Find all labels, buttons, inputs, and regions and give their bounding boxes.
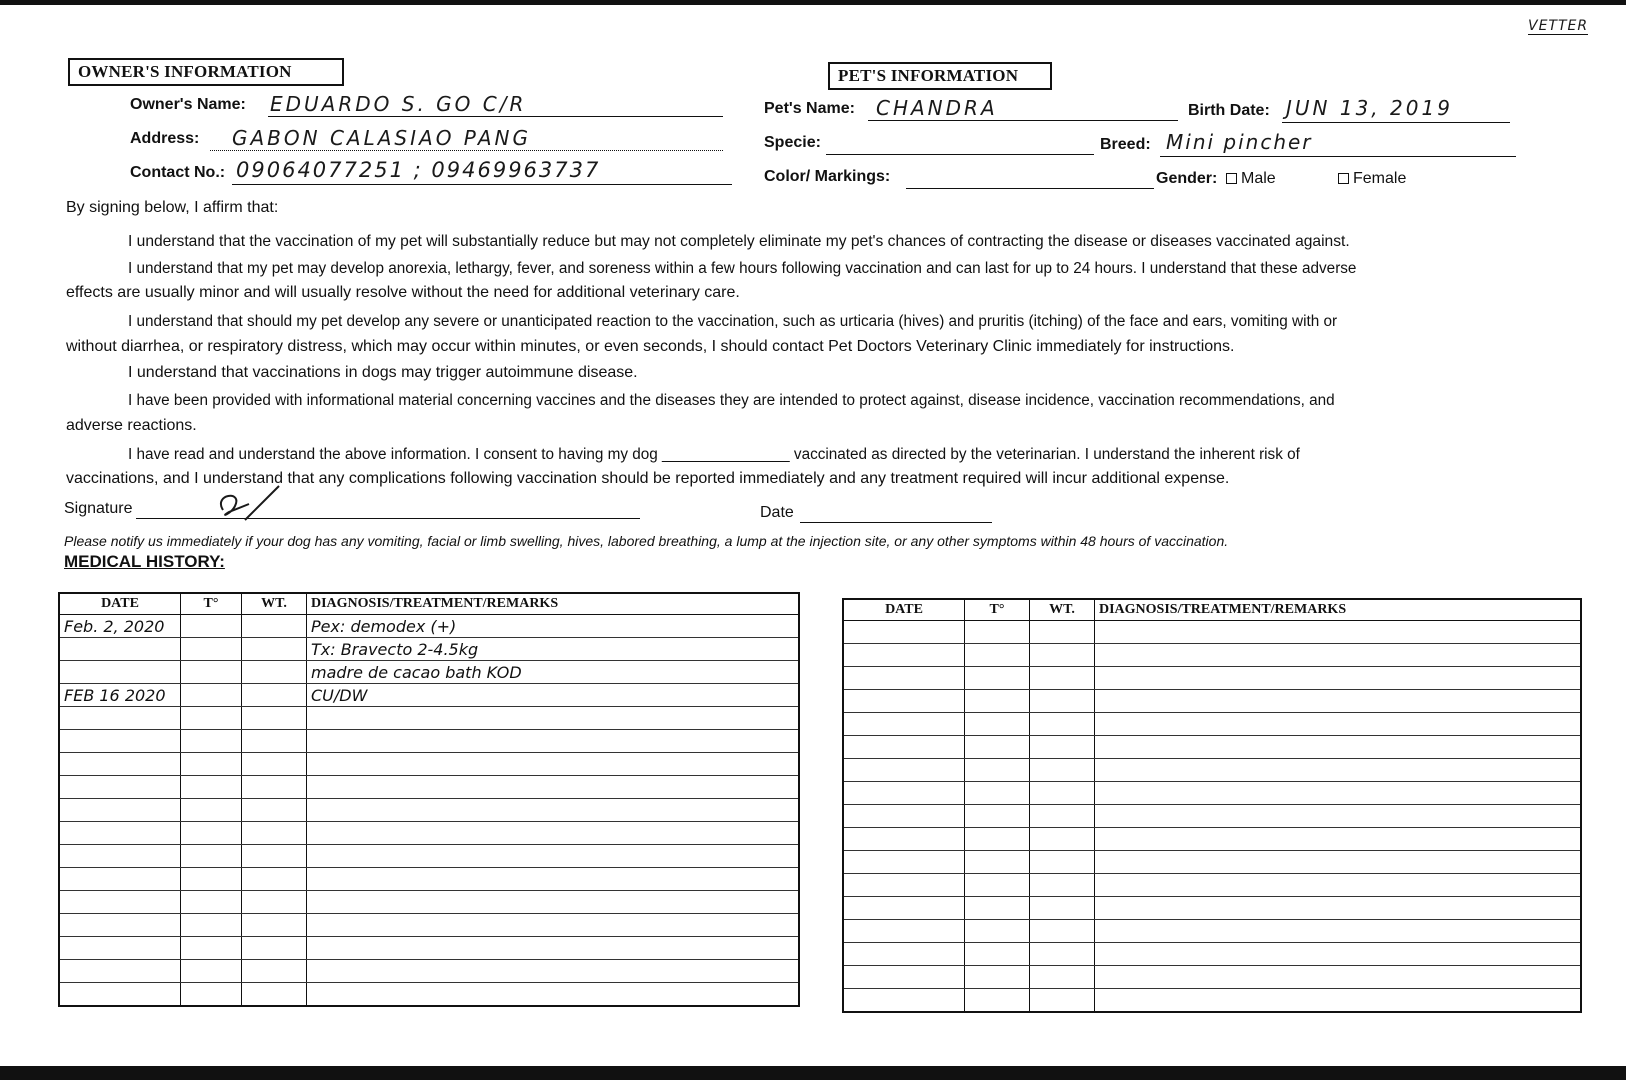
date-cell[interactable] (843, 943, 965, 966)
signature-label: Signature (64, 500, 133, 517)
owner-name-value[interactable]: EDUARDO S. GO C/R (270, 92, 527, 116)
weight-cell[interactable] (242, 730, 307, 753)
date-cell[interactable] (59, 891, 181, 914)
date-cell[interactable]: FEB 16 2020 (59, 684, 181, 707)
remarks-cell[interactable]: madre de cacao bath KOD (307, 661, 800, 684)
temp-cell[interactable] (181, 753, 242, 776)
contact-label: Contact No.: (130, 164, 226, 181)
date-cell[interactable] (843, 966, 965, 989)
weight-cell[interactable] (1030, 736, 1095, 759)
table-row (843, 667, 1581, 690)
date-cell[interactable] (59, 937, 181, 960)
weight-cell[interactable] (242, 914, 307, 937)
temp-cell[interactable] (965, 874, 1030, 897)
weight-cell[interactable] (242, 937, 307, 960)
col-diagnosis: DIAGNOSIS/TREATMENT/REMARKS (1095, 599, 1582, 621)
temp-cell[interactable] (181, 707, 242, 730)
breed-label: Breed: (1100, 136, 1151, 153)
date-cell[interactable] (843, 736, 965, 759)
date-cell[interactable] (843, 667, 965, 690)
consent-p2a: I understand that my pet may develop anorexia, lethargy, fever, and soreness within a few hours following vaccination and can last for up to 24 hours. I understand that these adverse (128, 260, 1357, 277)
table-row (59, 753, 799, 776)
notice-text: Please notify us immediately if your dog has any vomiting, facial or limb swelling, hives, labored breathing, a lump at the injection site, or any other symptoms within 48 hours of vaccination. (64, 533, 1229, 549)
consent-p4: I understand that vaccinations in dogs may trigger autoimmune disease. (128, 364, 638, 381)
medical-history-table-right (842, 598, 1582, 1013)
temp-cell[interactable] (965, 897, 1030, 920)
col-diagnosis: DIAGNOSIS/TREATMENT/REMARKS (307, 593, 800, 615)
dog-name-blank[interactable]: _______________ (662, 446, 790, 463)
date-cell[interactable] (843, 644, 965, 667)
col-weight: WT. (1030, 599, 1095, 621)
temp-cell[interactable] (965, 736, 1030, 759)
temp-cell[interactable] (965, 989, 1030, 1013)
table-row (843, 736, 1581, 759)
weight-cell[interactable] (1030, 644, 1095, 667)
table-row (843, 943, 1581, 966)
remarks-cell[interactable] (307, 891, 800, 914)
birth-date-label: Birth Date: (1188, 102, 1270, 119)
temp-cell[interactable] (965, 782, 1030, 805)
weight-cell[interactable] (242, 684, 307, 707)
address-value[interactable]: GABON CALASIAO PANG (232, 126, 532, 150)
temp-cell[interactable] (181, 960, 242, 983)
remarks-cell[interactable] (307, 753, 800, 776)
weight-cell[interactable] (242, 661, 307, 684)
gender-female-option[interactable] (1338, 170, 1406, 188)
date-cell[interactable] (59, 661, 181, 684)
table-row (843, 644, 1581, 667)
pet-name-label: Pet's Name: (764, 100, 855, 117)
date-cell[interactable] (59, 753, 181, 776)
date-cell[interactable] (59, 845, 181, 868)
remarks-cell[interactable] (307, 960, 800, 983)
table-row (59, 661, 799, 684)
weight-cell[interactable] (1030, 943, 1095, 966)
consent-p6a-part2: vaccinated as directed by the veterinarian. I understand the inherent risk of (793, 446, 1300, 463)
owner-name-line (268, 116, 723, 117)
col-temp: T° (965, 599, 1030, 621)
date-cell[interactable] (843, 713, 965, 736)
male-label: Male (1241, 170, 1276, 187)
weight-cell[interactable] (1030, 874, 1095, 897)
table-row (843, 805, 1581, 828)
date-cell[interactable] (843, 897, 965, 920)
date-cell[interactable] (59, 868, 181, 891)
weight-cell[interactable] (242, 983, 307, 1007)
remarks-cell[interactable] (307, 845, 800, 868)
weight-cell[interactable] (242, 868, 307, 891)
remarks-cell[interactable] (1095, 621, 1582, 644)
consent-p6a-part1: I have read and understand the above information. I consent to having my dog (128, 446, 658, 463)
temp-cell[interactable] (965, 759, 1030, 782)
contact-value[interactable]: 09064077251 ; 09469963737 (236, 158, 601, 182)
temp-cell[interactable] (181, 799, 242, 822)
table-row (843, 690, 1581, 713)
weight-cell[interactable] (242, 845, 307, 868)
temp-cell[interactable] (181, 983, 242, 1007)
temp-cell[interactable] (965, 667, 1030, 690)
remarks-cell[interactable] (1095, 782, 1582, 805)
remarks-cell[interactable] (1095, 713, 1582, 736)
owner-name-label: Owner's Name: (130, 96, 246, 113)
weight-cell[interactable] (1030, 989, 1095, 1013)
remarks-cell[interactable]: Tx: Bravecto 2-4.5kg (307, 638, 800, 661)
temp-cell[interactable] (965, 851, 1030, 874)
table-row (843, 920, 1581, 943)
female-checkbox[interactable] (1338, 173, 1349, 184)
scan-bottom-edge (0, 1066, 1626, 1080)
address-line (210, 150, 723, 151)
table-row (59, 638, 799, 661)
date-cell[interactable] (59, 776, 181, 799)
consent-p3a: I understand that should my pet develop any severe or unanticipated reaction to the vaccination, such as urticaria (hives) and pruritis (itching) of the face and ears, vomiting with or (128, 313, 1338, 330)
weight-cell[interactable] (242, 822, 307, 845)
temp-cell[interactable] (181, 730, 242, 753)
table-row (843, 621, 1581, 644)
temp-cell[interactable] (181, 845, 242, 868)
pet-info-header: PET'S INFORMATION (828, 62, 1052, 90)
male-checkbox[interactable] (1226, 173, 1237, 184)
col-date: DATE (59, 593, 181, 615)
medical-history-table-left (58, 592, 800, 1007)
remarks-cell[interactable] (1095, 966, 1582, 989)
corner-mark: VETTER (1528, 18, 1589, 34)
date-cell[interactable] (59, 638, 181, 661)
breed-value[interactable]: Mini pincher (1166, 130, 1313, 154)
date-cell[interactable] (843, 690, 965, 713)
table-row (843, 782, 1581, 805)
birth-date-value[interactable]: JUN 13, 2019 (1286, 96, 1453, 120)
temp-cell[interactable] (965, 966, 1030, 989)
col-weight: WT. (242, 593, 307, 615)
owner-info-header: OWNER'S INFORMATION (68, 58, 344, 86)
weight-cell[interactable] (1030, 920, 1095, 943)
table-row (59, 799, 799, 822)
weight-cell[interactable] (1030, 966, 1095, 989)
weight-cell[interactable] (242, 753, 307, 776)
date-cell[interactable] (843, 851, 965, 874)
date-cell[interactable]: Feb. 2, 2020 (59, 615, 181, 638)
temp-cell[interactable] (965, 920, 1030, 943)
remarks-cell[interactable] (1095, 851, 1582, 874)
temp-cell[interactable] (181, 868, 242, 891)
weight-cell[interactable] (1030, 621, 1095, 644)
table-row (843, 897, 1581, 920)
signature-scribble (205, 484, 295, 524)
consent-p5b: adverse reactions. (66, 417, 197, 434)
table-header-row (843, 599, 1581, 621)
table-row (59, 914, 799, 937)
table-header-row (59, 593, 799, 615)
consent-p5a: I have been provided with informational material concerning vaccines and the diseases they are intended to protect against, disease incidence, vaccination recommendations, and (128, 392, 1335, 409)
temp-cell[interactable] (965, 713, 1030, 736)
specie-label: Specie: (764, 134, 821, 151)
remarks-cell[interactable] (1095, 828, 1582, 851)
remarks-cell[interactable] (1095, 920, 1582, 943)
consent-intro: By signing below, I affirm that: (66, 199, 279, 216)
table-row (59, 776, 799, 799)
date-line[interactable] (800, 522, 992, 523)
remarks-cell[interactable] (1095, 943, 1582, 966)
weight-cell[interactable] (1030, 782, 1095, 805)
remarks-cell[interactable] (1095, 759, 1582, 782)
date-cell[interactable] (59, 730, 181, 753)
remarks-cell[interactable] (307, 914, 800, 937)
consent-p1: I understand that the vaccination of my pet will substantially reduce but may not completely eliminate my pet's chances of contracting the disease or diseases vaccinated against. (128, 233, 1350, 250)
table-row (843, 966, 1581, 989)
contact-line (232, 184, 732, 185)
birth-date-line (1282, 122, 1510, 123)
table-row (59, 983, 799, 1007)
weight-cell[interactable] (242, 707, 307, 730)
consent-p6a (128, 442, 1300, 467)
temp-cell[interactable] (181, 776, 242, 799)
remarks-cell[interactable]: Pex: demodex (+) (307, 615, 800, 638)
remarks-cell[interactable] (1095, 667, 1582, 690)
weight-cell[interactable] (242, 776, 307, 799)
pet-name-line (868, 120, 1178, 121)
date-label: Date (760, 504, 794, 521)
gender-label: Gender: (1156, 170, 1218, 187)
remarks-cell[interactable] (307, 868, 800, 891)
color-markings-label: Color/ Markings: (764, 168, 891, 185)
remarks-cell[interactable] (1095, 690, 1582, 713)
remarks-cell[interactable] (1095, 805, 1582, 828)
table-row (843, 759, 1581, 782)
weight-cell[interactable] (1030, 690, 1095, 713)
date-cell[interactable] (843, 805, 965, 828)
remarks-cell[interactable] (1095, 644, 1582, 667)
temp-cell[interactable] (965, 805, 1030, 828)
remarks-cell[interactable] (1095, 874, 1582, 897)
temp-cell[interactable] (181, 822, 242, 845)
weight-cell[interactable] (1030, 897, 1095, 920)
date-cell[interactable] (843, 828, 965, 851)
medical-history-title: MEDICAL HISTORY: (64, 552, 225, 571)
table-row (59, 868, 799, 891)
remarks-cell[interactable] (1095, 989, 1582, 1013)
date-cell[interactable] (59, 914, 181, 937)
consent-p2b: effects are usually minor and will usually resolve without the need for additional veterinary care. (66, 284, 740, 301)
remarks-cell[interactable] (307, 730, 800, 753)
consent-p6b: vaccinations, and I understand that any complications following vaccination should be reported immediately and any treatment required will incur additional expense. (66, 470, 1230, 487)
address-label: Address: (130, 130, 200, 147)
temp-cell[interactable] (965, 828, 1030, 851)
remarks-cell[interactable] (307, 799, 800, 822)
date-cell[interactable] (843, 920, 965, 943)
temp-cell[interactable] (181, 937, 242, 960)
table-row (59, 707, 799, 730)
table-row (843, 828, 1581, 851)
temp-cell[interactable] (181, 615, 242, 638)
female-label: Female (1353, 170, 1407, 187)
color-markings-line (906, 188, 1154, 189)
col-date: DATE (843, 599, 965, 621)
weight-cell[interactable] (1030, 759, 1095, 782)
table-row (59, 615, 799, 638)
weight-cell[interactable] (242, 891, 307, 914)
weight-cell[interactable] (242, 960, 307, 983)
specie-line (826, 154, 1094, 155)
table-row (59, 891, 799, 914)
remarks-cell[interactable] (1095, 897, 1582, 920)
temp-cell[interactable] (181, 638, 242, 661)
temp-cell[interactable] (181, 891, 242, 914)
consent-p3b: without diarrhea, or respiratory distress, which may occur within minutes, or even seconds, I should contact Pet Doctors Veterinary Clinic immediately for instructions. (66, 338, 1235, 355)
temp-cell[interactable] (181, 684, 242, 707)
date-cell[interactable] (59, 799, 181, 822)
temp-cell[interactable] (965, 644, 1030, 667)
date-cell[interactable] (843, 782, 965, 805)
date-cell[interactable] (843, 759, 965, 782)
temp-cell[interactable] (965, 943, 1030, 966)
remarks-cell[interactable] (1095, 736, 1582, 759)
date-cell[interactable] (843, 621, 965, 644)
remarks-cell[interactable] (307, 776, 800, 799)
remarks-cell[interactable] (307, 707, 800, 730)
weight-cell[interactable] (242, 615, 307, 638)
weight-cell[interactable] (1030, 667, 1095, 690)
remarks-cell[interactable]: CU/DW (307, 684, 800, 707)
table-row (59, 730, 799, 753)
date-cell[interactable] (59, 822, 181, 845)
table-row (843, 989, 1581, 1013)
scan-top-edge (0, 0, 1626, 5)
table-row (59, 822, 799, 845)
temp-cell[interactable] (965, 621, 1030, 644)
breed-line (1160, 156, 1516, 157)
temp-cell[interactable] (181, 661, 242, 684)
remarks-cell[interactable] (307, 822, 800, 845)
date-cell[interactable] (59, 960, 181, 983)
remarks-cell[interactable] (307, 937, 800, 960)
weight-cell[interactable] (1030, 828, 1095, 851)
weight-cell[interactable] (242, 638, 307, 661)
col-temp: T° (181, 593, 242, 615)
weight-cell[interactable] (1030, 851, 1095, 874)
weight-cell[interactable] (242, 799, 307, 822)
temp-cell[interactable] (965, 690, 1030, 713)
table-row (59, 684, 799, 707)
date-cell[interactable] (59, 707, 181, 730)
remarks-cell[interactable] (307, 983, 800, 1007)
weight-cell[interactable] (1030, 805, 1095, 828)
table-row (843, 713, 1581, 736)
date-cell[interactable] (843, 874, 965, 897)
table-row (843, 874, 1581, 897)
date-cell[interactable] (843, 989, 965, 1013)
gender-male-option[interactable] (1226, 170, 1276, 188)
table-row (843, 851, 1581, 874)
table-row (59, 845, 799, 868)
date-cell[interactable] (59, 983, 181, 1007)
table-row (59, 960, 799, 983)
table-row (59, 937, 799, 960)
temp-cell[interactable] (181, 914, 242, 937)
pet-name-value[interactable]: CHANDRA (876, 96, 998, 120)
weight-cell[interactable] (1030, 713, 1095, 736)
